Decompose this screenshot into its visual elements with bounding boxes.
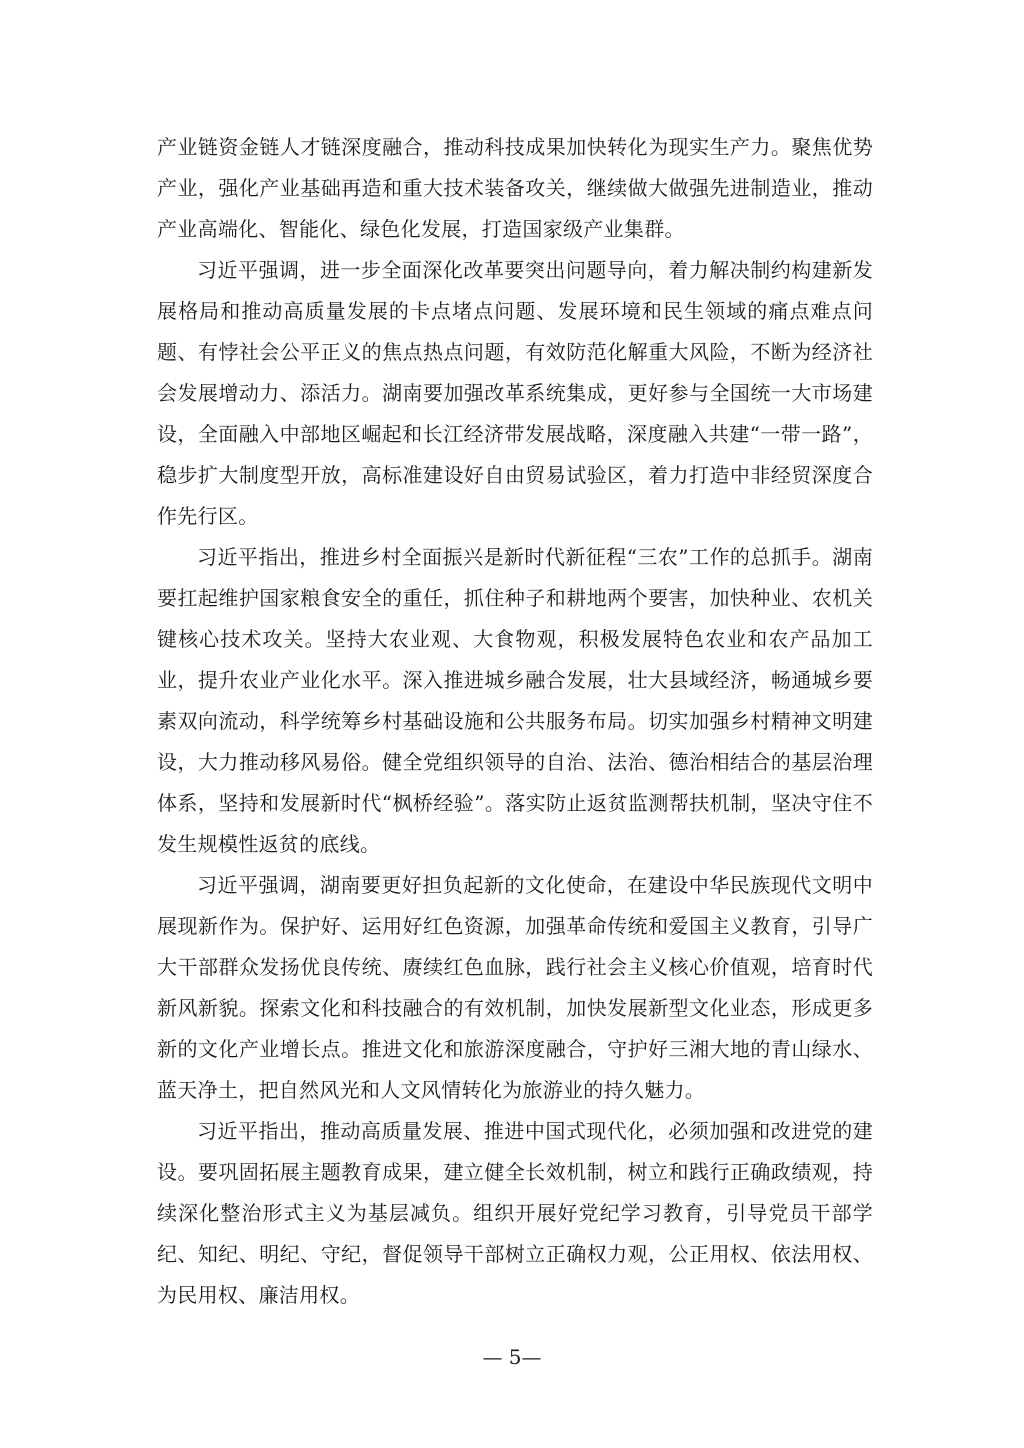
paragraph-reform: 习近平强调，进一步全面深化改革要突出问题导向，着力解决制约构建新发展格局和推动高质量发展的卡点堵点问题、发展环境和民生领域的痛点难点问题、有悖社会公平正义的焦点热点问题，有效防范化解重大风险，不断为经济社会发展增动力、添活力。湖南要加强改革系统集成，更好参与全国统一大市场建设，全面融入中部地区崛起和长江经济带发展战略，深度融入共建“一带一路”，稳步扩大制度型开放，高标准建设好自由贸易试验区，着力打造中非经贸深度合作先行区。 [157, 258, 873, 528]
page-number: — 5— [482, 1345, 542, 1369]
document-body [157, 127, 873, 1316]
paragraph-culture: 习近平强调，湖南要更好担负起新的文化使命，在建设中华民族现代文明中展现新作为。保护好、运用好红色资源，加强革命传统和爱国主义教育，引导广大干部群众发扬优良传统、赓续红色血脉，践行社会主义核心价值观，培育时代新风新貌。探索文化和科技融合的有效机制，加快发展新型文化业态，形成更多新的文化产业增长点。推进文化和旅游深度融合，守护好三湘大地的青山绿水、蓝天净土，把自然风光和人文风情转化为旅游业的持久魅力。 [157, 873, 873, 1102]
paragraph-rural-revitalization: 习近平指出，推进乡村全面振兴是新时代新征程“三农”工作的总抓手。湖南要扛起维护国家粮食安全的重任，抓住种子和耕地两个要害，加快种业、农机关键核心技术攻关。坚持大农业观、大食物观，积极发展特色农业和农产品加工业，提升农业产业化水平。深入推进城乡融合发展，壮大县域经济，畅通城乡要素双向流动，科学统筹乡村基础设施和公共服务布局。切实加强乡村精神文明建设，大力推动移风易俗。健全党组织领导的自治、法治、德治相结合的基层治理体系，坚持和发展新时代“枫桥经验”。落实防止返贫监测帮扶机制，坚决守住不发生规模性返贫的底线。 [157, 545, 873, 856]
paragraph-party-building: 习近平指出，推动高质量发展、推进中国式现代化，必须加强和改进党的建设。要巩固拓展主题教育成果，建立健全长效机制，树立和践行正确政绩观，持续深化整治形式主义为基层减负。组织开展好党纪学习教育，引导党员干部学纪、知纪、明纪、守纪，督促领导干部树立正确权力观，公正用权、依法用权、为民用权、廉洁用权。 [157, 1119, 873, 1307]
paragraph-continuation: 产业链资金链人才链深度融合，推动科技成果加快转化为现实生产力。聚焦优势产业，强化产业基础再造和重大技术装备攻关，继续做大做强先进制造业，推动产业高端化、智能化、绿色化发展，打造国家级产业集群。 [157, 135, 873, 241]
